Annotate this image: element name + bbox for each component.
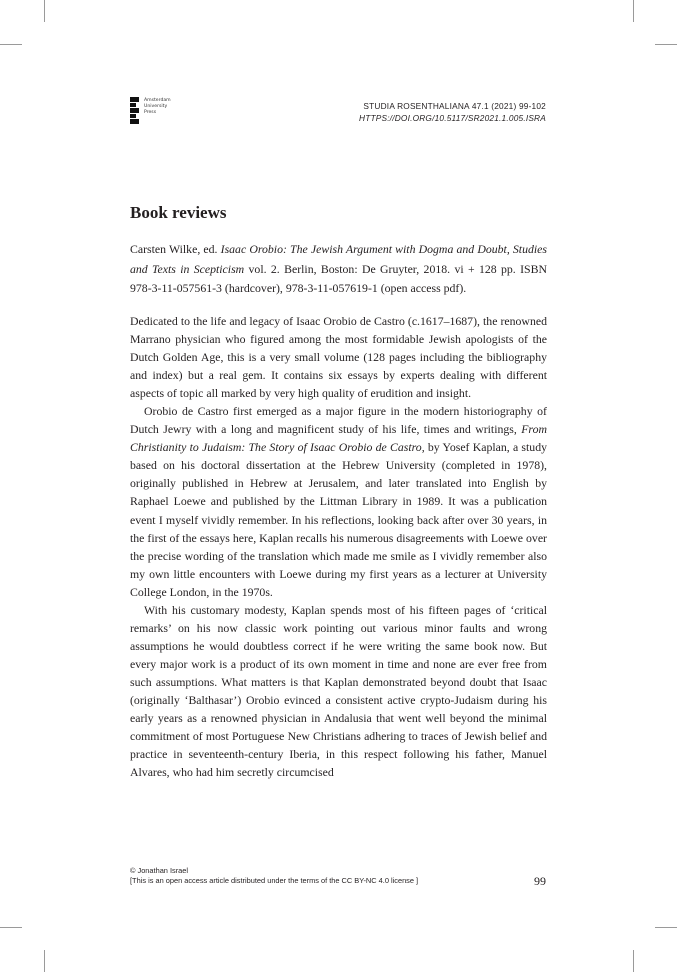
paragraph-text: by Yosef Kaplan, a study based on his doctoral dissertation at the Hebrew University (completed in 1978), originally published in Hebrew at Jerusalem, and later translated into English by Raphael Loewe and published by the Littman Library in 1989. It was a publication event I myself vividly remember. In his reflections, looking back after over 30 years, in the first of the essays here, Kaplan recalls his numerous disagreements with Loewe over the precise wording of the translation which made me smile as I vividly remember also my own little encounters with Loewe during my first years as a lecturer at University College London, in the 1970s.	[130, 440, 547, 599]
crop-mark	[655, 44, 677, 45]
publisher-name-line: University	[144, 104, 168, 110]
cited-book-title: From Christianity to Judaism: The Story of Isaac Orobio de Castro,	[130, 422, 547, 455]
paragraph-text: Orobio de Castro first emerged as a major figure in the modern historiography of Dutch Jewry with a long and magnificent study of his life, times and writings,	[130, 404, 547, 437]
crop-mark	[633, 950, 634, 972]
book-citation	[130, 240, 547, 299]
citation-book-title: Isaac Orobio: The Jewish Argument with Dogma and Doubt, Studies and Texts in Scepticism	[130, 242, 547, 276]
page-footer	[130, 866, 547, 886]
page-number: 99	[534, 874, 546, 888]
publisher-logo	[130, 97, 190, 123]
crop-mark	[633, 0, 634, 22]
doi-link[interactable]: HTTPS://DOI.ORG/10.5117/SR2021.1.005.ISRA	[359, 113, 546, 123]
paragraph: With his customary modesty, Kaplan spends most of his fifteen pages of ‘critical remarks’ on his now classic work pointing out various minor faults and wrong assumptions he would doubtless correct if he were writing the same book now. But every major work is a product of its own moment in time and none are ever free from such assumptions. What matters is that Kaplan demonstrated beyond doubt that Isaac (originally ‘Balthasar’) Orobio evinced a consistent active crypto-Judaism during his early years as a renowned physician in Andalusia that went well beyond the minimal commitment of most Portuguese New Christians adhering to traces of Jewish belief and practice in seventeenth-century Iberia, in this respect following his father, Manuel Alvares, who had him secretly circumcised	[130, 602, 547, 780]
copyright-notice: © Jonathan Israel	[130, 866, 189, 875]
logo-mark-icon	[130, 97, 139, 123]
citation-editor: Carsten Wilke, ed.	[130, 242, 221, 256]
publisher-name	[144, 98, 171, 117]
license-notice: [This is an open access article distributed under the terms of the CC BY-NC 4.0 license ]	[130, 876, 419, 885]
journal-citation: STUDIA ROSENTHALIANA 47.1 (2021) 99-102	[363, 101, 546, 111]
crop-mark	[44, 0, 45, 22]
review-body	[130, 312, 547, 781]
section-title: Book reviews	[130, 203, 227, 222]
paragraph: Dedicated to the life and legacy of Isaac Orobio de Castro (c.1617–1687), the renowned Marrano physician who figured among the most formidable Jewish apologists of the Dutch Golden Age, this is a very small volume (128 pages including the bibliography and index) but a real gem. It contains six essays by experts dealing with different aspects of topic all marked by very high quality of erudition and insight.	[130, 314, 547, 401]
publisher-name-line: Press	[144, 110, 157, 116]
paragraph	[130, 402, 547, 601]
publisher-name-line: Amsterdam	[144, 98, 171, 103]
crop-mark	[44, 950, 45, 972]
crop-mark	[0, 927, 22, 928]
journal-header	[359, 100, 546, 124]
citation-details: vol. 2. Berlin, Boston: De Gruyter, 2018. vi + 128 pp. ISBN 978-3-11-057561-3 (hardcover), 978-3-11-057619-1 (open access pdf).	[130, 261, 547, 296]
crop-mark	[0, 44, 22, 45]
crop-mark	[655, 927, 677, 928]
